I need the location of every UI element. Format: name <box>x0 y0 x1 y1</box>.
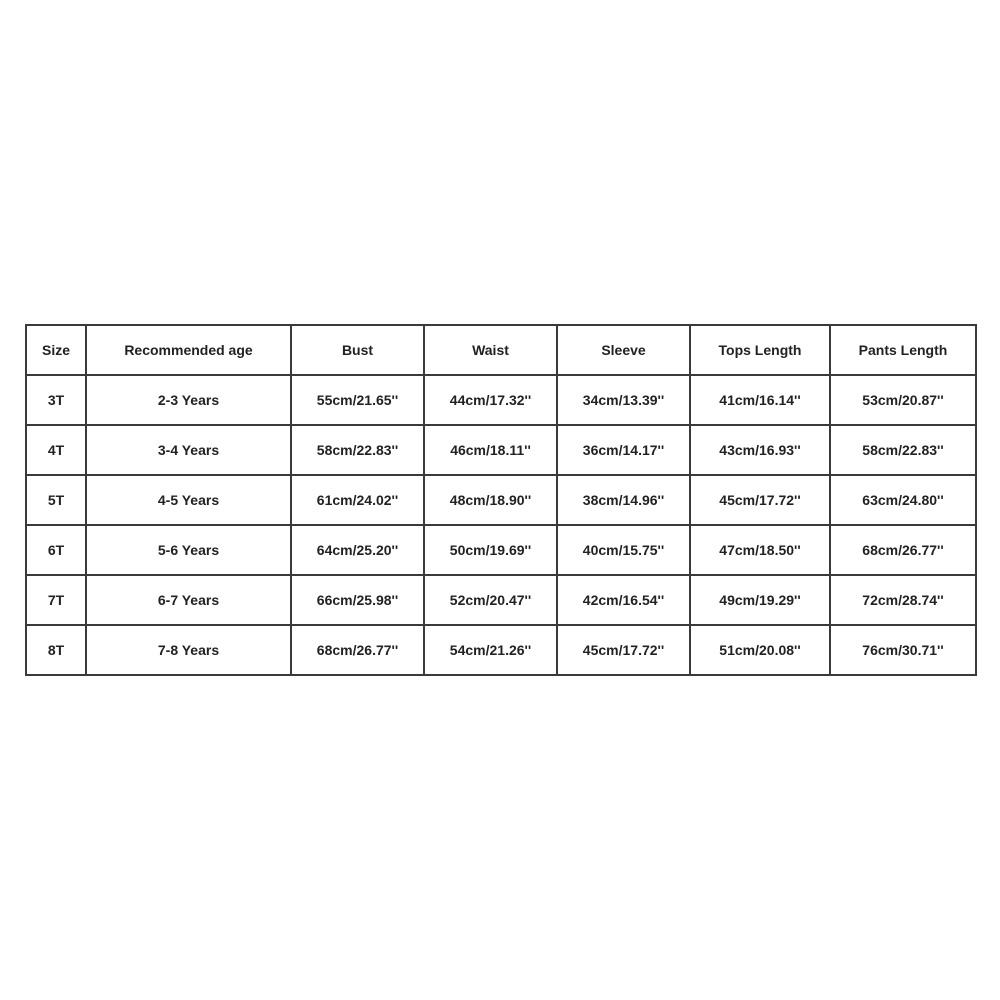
header-pants-length: Pants Length <box>830 325 976 375</box>
cell-waist: 48cm/18.90'' <box>424 475 557 525</box>
cell-pants-length: 53cm/20.87'' <box>830 375 976 425</box>
cell-tops-length: 47cm/18.50'' <box>690 525 830 575</box>
cell-sleeve: 36cm/14.17'' <box>557 425 690 475</box>
cell-tops-length: 51cm/20.08'' <box>690 625 830 675</box>
cell-waist: 54cm/21.26'' <box>424 625 557 675</box>
cell-sleeve: 38cm/14.96'' <box>557 475 690 525</box>
cell-waist: 46cm/18.11'' <box>424 425 557 475</box>
cell-waist: 50cm/19.69'' <box>424 525 557 575</box>
header-row <box>26 325 976 375</box>
table-row <box>26 425 976 475</box>
header-tops-length: Tops Length <box>690 325 830 375</box>
cell-sleeve: 40cm/15.75'' <box>557 525 690 575</box>
table-body <box>26 375 976 675</box>
cell-size: 4T <box>26 425 86 475</box>
cell-waist: 52cm/20.47'' <box>424 575 557 625</box>
table-row <box>26 475 976 525</box>
header-bust: Bust <box>291 325 424 375</box>
cell-tops-length: 45cm/17.72'' <box>690 475 830 525</box>
table-row <box>26 575 976 625</box>
cell-recommended-age: 2-3 Years <box>86 375 291 425</box>
cell-pants-length: 58cm/22.83'' <box>830 425 976 475</box>
cell-tops-length: 49cm/19.29'' <box>690 575 830 625</box>
cell-tops-length: 41cm/16.14'' <box>690 375 830 425</box>
cell-pants-length: 68cm/26.77'' <box>830 525 976 575</box>
cell-recommended-age: 7-8 Years <box>86 625 291 675</box>
cell-sleeve: 42cm/16.54'' <box>557 575 690 625</box>
cell-bust: 55cm/21.65'' <box>291 375 424 425</box>
header-size: Size <box>26 325 86 375</box>
cell-sleeve: 34cm/13.39'' <box>557 375 690 425</box>
cell-size: 3T <box>26 375 86 425</box>
cell-bust: 58cm/22.83'' <box>291 425 424 475</box>
cell-size: 6T <box>26 525 86 575</box>
table-row <box>26 375 976 425</box>
cell-tops-length: 43cm/16.93'' <box>690 425 830 475</box>
cell-pants-length: 72cm/28.74'' <box>830 575 976 625</box>
size-chart-table <box>25 324 977 676</box>
cell-size: 8T <box>26 625 86 675</box>
header-sleeve: Sleeve <box>557 325 690 375</box>
cell-pants-length: 76cm/30.71'' <box>830 625 976 675</box>
cell-bust: 64cm/25.20'' <box>291 525 424 575</box>
cell-size: 7T <box>26 575 86 625</box>
table-row <box>26 525 976 575</box>
cell-sleeve: 45cm/17.72'' <box>557 625 690 675</box>
cell-bust: 66cm/25.98'' <box>291 575 424 625</box>
table-row <box>26 625 976 675</box>
cell-recommended-age: 3-4 Years <box>86 425 291 475</box>
cell-recommended-age: 4-5 Years <box>86 475 291 525</box>
cell-waist: 44cm/17.32'' <box>424 375 557 425</box>
header-recommended-age: Recommended age <box>86 325 291 375</box>
header-waist: Waist <box>424 325 557 375</box>
cell-size: 5T <box>26 475 86 525</box>
cell-recommended-age: 6-7 Years <box>86 575 291 625</box>
table-header <box>26 325 976 375</box>
cell-pants-length: 63cm/24.80'' <box>830 475 976 525</box>
cell-recommended-age: 5-6 Years <box>86 525 291 575</box>
cell-bust: 68cm/26.77'' <box>291 625 424 675</box>
cell-bust: 61cm/24.02'' <box>291 475 424 525</box>
